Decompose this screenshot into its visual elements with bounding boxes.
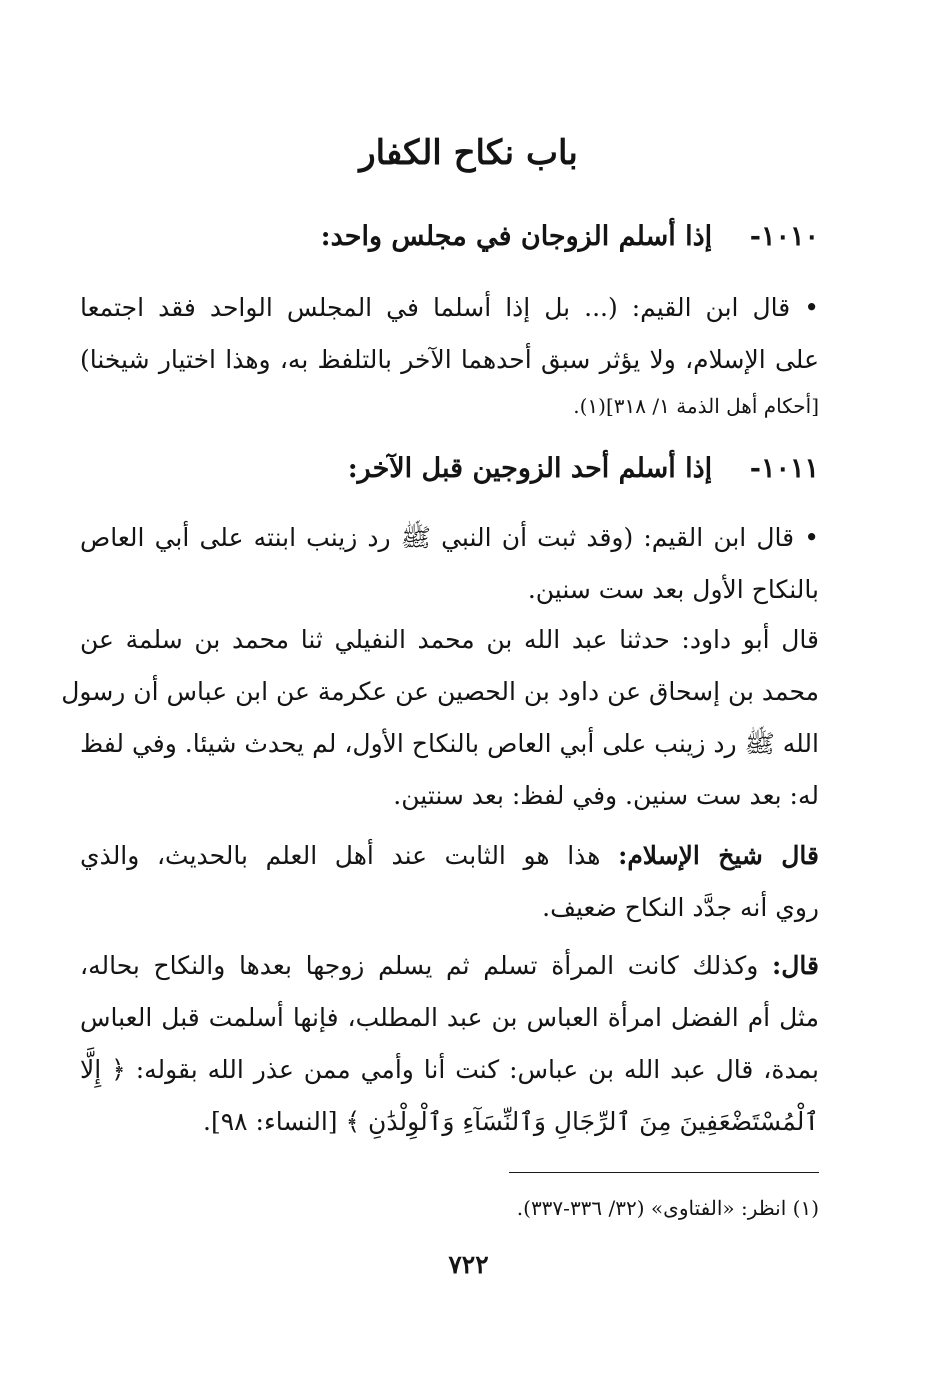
page-title: باب نكاح الكفار [359,133,578,173]
text-line: له: بعد ست سنين. وفي لفظ: بعد سنتين. [393,781,819,810]
text-line: روي أنه جدَّد النكاح ضعيف. [542,893,819,922]
qala-paragraph [80,940,819,1148]
text-line: محمد بن إسحاق عن داود بن الحصين عن عكرمة عن ابن عباس أن رسول [61,677,819,706]
text-line: مثل أم الفضل امرأة العباس بن عبد المطلب، فإنها أسلمت قبل العباس [80,1003,819,1032]
qala-lead: قال: [772,951,819,980]
section-title: إذا أسلم الزوجان في مجلس واحد: [320,221,713,252]
section-heading-1010 [80,216,819,258]
abu-dawud-paragraph [61,614,819,822]
text-line: قال أبو داود: حدثنا عبد الله بن محمد النفيلي ثنا محمد بن سلمة عن [80,625,819,654]
quran-verse-line: ٱلْمُسْتَضْعَفِينَ مِنَ ٱلرِّجَالِ وَٱلنِّسَآءِ وَٱلْوِلْدَٰنِ ﴾ [النساء: ٩٨]. [203,1107,819,1136]
footnote-divider [509,1172,819,1173]
section-number: ١٠١١- [749,453,819,484]
text-line: • قال ابن القيم: (وقد ثبت أن النبي ﷺ رد زينب ابنته على أبي العاص [80,523,819,552]
text-line: على الإسلام، ولا يؤثر سبق أحدهما الآخر بالتلفظ به، وهذا اختيار شيخنا) [80,345,819,374]
qala-text: وكذلك كانت المرأة تسلم ثم يسلم زوجها بعدها والنكاح بحاله، [80,951,773,980]
text-line: بمدة، قال عبد الله بن عباس: كنت أنا وأمي ممن عذر الله بقوله: ﴿ إِلَّا [80,1055,819,1084]
text-line: الله ﷺ رد زينب على أبي العاص بالنكاح الأول، لم يحدث شيئا. وفي لفظ [80,729,819,758]
text-line: • قال ابن القيم: (... بل إذا أسلما في المجلس الواحد فقد اجتمعا [80,293,819,322]
sheikh-lead: قال شيخ الإسلام: [618,841,819,870]
sheikh-paragraph [80,830,819,934]
section-number: ١٠١٠- [749,221,819,252]
text-line [80,830,819,882]
sheikh-text: هذا هو الثابت عند أهل العلم بالحديث، والذي [80,841,619,870]
section-body-1010 [80,282,819,426]
section-body-1011 [80,512,819,616]
text-line: بالنكاح الأول بعد ست سنين. [527,575,819,604]
section-title: إذا أسلم أحد الزوجين قبل الآخر: [347,453,713,484]
section-heading-1011 [80,448,819,490]
page-number: ٧٢٢ [448,1250,489,1279]
source-citation: [أحكام أهل الذمة ١/ ٣١٨](١). [573,394,819,418]
footnote: (١) انظر: «الفتاوى» (٣٢/ ٣٣٦-٣٣٧). [516,1196,819,1220]
text-line [80,940,819,992]
